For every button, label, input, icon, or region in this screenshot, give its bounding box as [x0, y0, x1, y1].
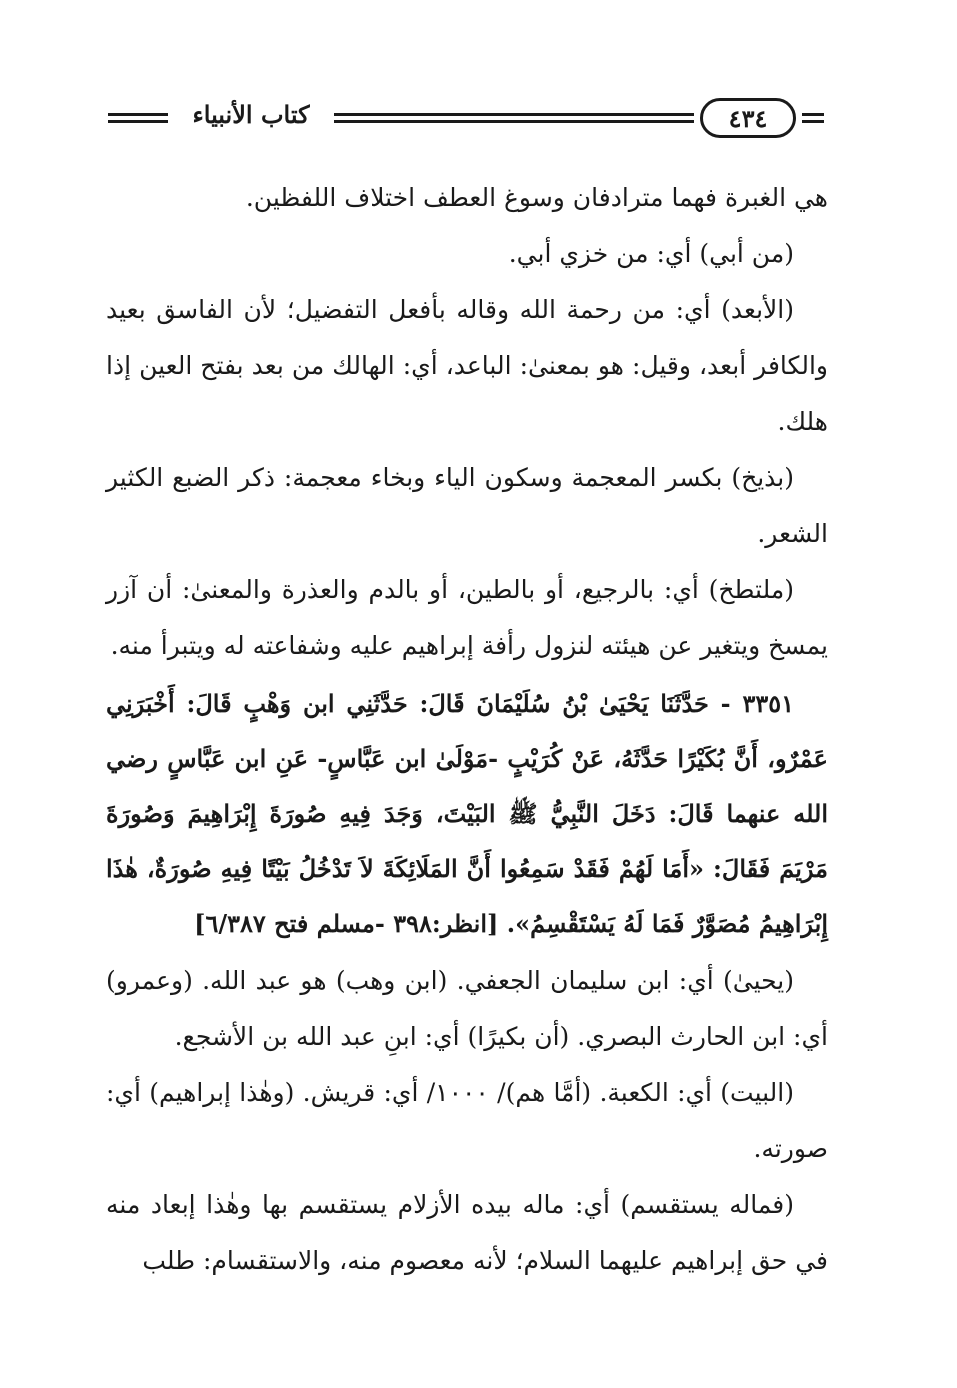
page-header	[108, 96, 824, 146]
commentary-paragraph: (البيت) أي: الكعبة. (أمَّا هم)/ ١٠٠٠/ أي: قريش. (وهٰذا إبراهيم) أي: صورته.	[106, 1078, 828, 1163]
paragraph: (ملتطخ) أي: بالرجيع، أو بالطين، أو بالدم والعذرة والمعنىٰ: أن آزر يمسخ ويتغير عن هيئته لنزول رأفة إبراهيم عليه وشفاعته له ويتبرأ منه.	[106, 575, 828, 660]
paragraph: (من أبي) أي: من خزي أبي.	[508, 239, 794, 268]
book-title: كتاب الأنبياء	[192, 100, 310, 129]
page-body	[106, 170, 828, 1289]
header-rule-middle	[334, 113, 694, 116]
commentary-paragraph: (يحيىٰ) أي: ابن سليمان الجعفي. (ابن وهب) هو عبد الله. (وعمرو) أي: ابن الحارث البصري. (أن بكيرًا) أي: ابنِ عبد الله بن الأشجع.	[106, 966, 828, 1051]
paragraph: هي الغبرة فهما مترادفان وسوغ العطف اختلاف اللفظين.	[245, 183, 828, 212]
header-rule-right	[802, 113, 824, 116]
paragraph: (بذيخ) بكسر المعجمة وسكون الياء وبخاء معجمة: ذكر الضبع الكثير الشعر.	[106, 463, 828, 548]
hadith-text: ٣٣٥١ - حَدَّثَنَا يَحْيَىٰ بْنُ سُلَيْمَانَ قَالَ: حَدَّثَنِي ابن وَهْبٍ قَالَ: أَخْبَرَنِي عَمْرٌو، أَنَّ بُكَيْرًا حَدَّثَهُ، عَنْ كُرَيْبٍ -مَوْلَىٰ ابن عَبَّاسٍ- عَنِ ابن عَبَّاسٍ رضي الله عنهما قَالَ: دَخَلَ النَّبِيُّ ﷺ البَيْتَ، وَجَدَ فِيهِ صُورَةَ إِبْرَاهِيمَ وَصُورَةَ مَرْيَمَ فَقَالَ: «أَمَا لَهُمْ فَقَدْ سَمِعُوا أَنَّ المَلَائِكَةَ لاَ تَدْخُلُ بَيْتًا فِيهِ صُورَةٌ، هٰذَا إِبْرَاهِيمُ مُصَوَّرٌ فَمَا لَهُ يَسْتَقْسِمُ». [انظر:٣٩٨ -مسلم فتح ٦/٣٨٧]	[106, 689, 828, 938]
commentary-paragraph: (فماله يستقسم) أي: ماله بيده الأزلام يستقسم بها وهٰذا إبعاد منه في حق إبراهيم عليهما السلام؛ لأنه معصوم منه، والاستقسام: طلب	[106, 1190, 828, 1275]
paragraph: (الأبعد) أي: من رحمة الله وقاله بأفعل التفضيل؛ لأن الفاسق بعيد والكافر أبعد، وقيل: هو بمعنىٰ: الباعد، أي: الهالك من بعد بفتح العين إذا هلك.	[106, 295, 828, 436]
page-number-badge: ٤٣٤	[700, 98, 796, 138]
header-rule-left	[108, 113, 168, 116]
